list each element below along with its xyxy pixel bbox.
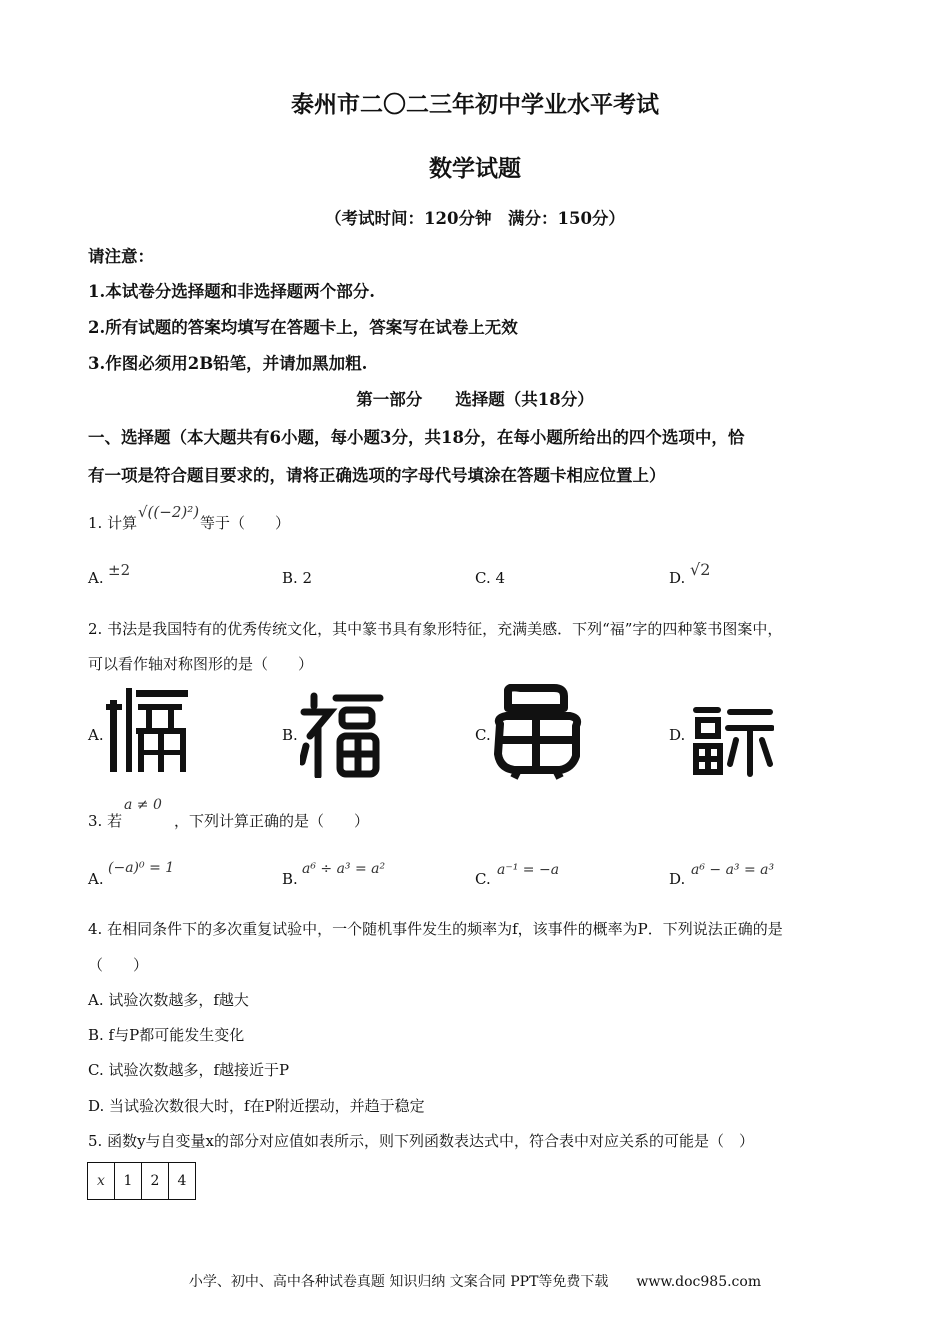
q1-option-b: B. 2 [282, 569, 313, 587]
q3-option-d-label: D. [669, 870, 686, 888]
section1-line1: 一、选择题（本大题共有6小题，每小题3分，共18分，在每小题所给出的四个选项中，恰 [88, 428, 745, 447]
q3-option-a-value: (−a)⁰ = 1 [108, 860, 175, 876]
fu-seal-b-image [300, 692, 384, 778]
q3-option-c-value: a⁻¹ = −a [497, 862, 560, 878]
q5-value-table [87, 1162, 196, 1200]
q2-option-c-label: C. [475, 726, 491, 744]
q3-option-d-value: a⁶ − a³ = a³ [691, 862, 775, 878]
fu-seal-a-image [106, 686, 192, 778]
q3-option-a-label: A. [88, 870, 104, 888]
fu-seal-c-image [490, 684, 584, 780]
note-item-1: 1.本试卷分选择题和非选择题两个部分. [88, 282, 375, 301]
q2-option-d-label: D. [669, 726, 686, 744]
table-cell-1: 1 [115, 1163, 142, 1200]
part1-heading: 第一部分 选择题（共18分） [356, 390, 594, 409]
q2-line1: 2. 书法是我国特有的优秀传统文化，其中篆书具有象形特征，充满美感．下列“福”字的四种篆书图案中， [88, 620, 783, 638]
fu-seal-d-image [690, 706, 774, 778]
exam-subtitle: 数学试题 [429, 155, 521, 182]
section1-line2: 有一项是符合题目要求的，请将正确选项的字母代号填涂在答题卡相应位置上） [88, 466, 666, 485]
table-cell-x: x [88, 1163, 115, 1200]
q3-option-b-label: B. [282, 870, 298, 888]
q5-line1: 5. 函数y与自变量x的部分对应值如表所示，则下列函数表达式中，符合表中对应关系的可能是（ ） [88, 1132, 755, 1150]
q4-option-b: B. f与P都可能发生变化 [88, 1026, 245, 1044]
q4-line1: 4. 在相同条件下的多次重复试验中，一个随机事件发生的频率为f，该事件的概率为P．下列说法正确的是 [88, 920, 783, 938]
q3-suffix: ，下列计算正确的是（ ） [174, 812, 370, 830]
q4-option-c: C. 试验次数越多，f越接近于P [88, 1061, 290, 1079]
page-footer: 小学、初中、高中各种试卷真题 知识归纳 文案合同 PPT等免费下载 www.doc985.com [188, 1274, 762, 1290]
q2-option-a-label: A. [88, 726, 104, 744]
table-cell-4: 4 [169, 1163, 196, 1200]
q4-line2: （ ） [88, 956, 149, 974]
table-cell-2: 2 [142, 1163, 169, 1200]
q3-prefix: 3. 若 [88, 812, 123, 830]
q2-option-b-label: B. [282, 726, 298, 744]
q1-option-d-label: D. [669, 569, 686, 587]
q1-option-c: C. 4 [475, 569, 506, 587]
q1-option-a-value: ±2 [108, 561, 131, 579]
q4-option-a: A. 试验次数越多，f越大 [88, 991, 249, 1009]
q1-option-d-value: √2 [690, 560, 711, 579]
q1-prefix: 1. 计算 [88, 514, 138, 532]
q1-option-a-label: A. [88, 569, 104, 587]
q2-line2: 可以看作轴对称图形的是（ ） [88, 655, 314, 673]
exam-info: （考试时间：120分钟 满分：150分） [325, 209, 625, 228]
q1-expr: √((−2)²) [138, 503, 200, 521]
note-item-3: 3.作图必须用2B铅笔，并请加黑加粗. [88, 354, 368, 373]
q1-suffix: 等于（ ） [200, 514, 291, 532]
q3-condition: a ≠ 0 [124, 797, 162, 813]
q3-option-c-label: C. [475, 870, 491, 888]
note-item-2: 2.所有试题的答案均填写在答题卡上，答案写在试卷上无效 [88, 318, 518, 337]
exam-title: 泰州市二〇二三年初中学业水平考试 [291, 91, 659, 118]
q3-option-b-value: a⁶ ÷ a³ = a² [302, 861, 386, 877]
notes-heading: 请注意： [88, 247, 154, 266]
q4-option-d: D. 当试验次数很大时，f在P附近摆动，并趋于稳定 [88, 1097, 425, 1115]
table-row [88, 1163, 196, 1200]
